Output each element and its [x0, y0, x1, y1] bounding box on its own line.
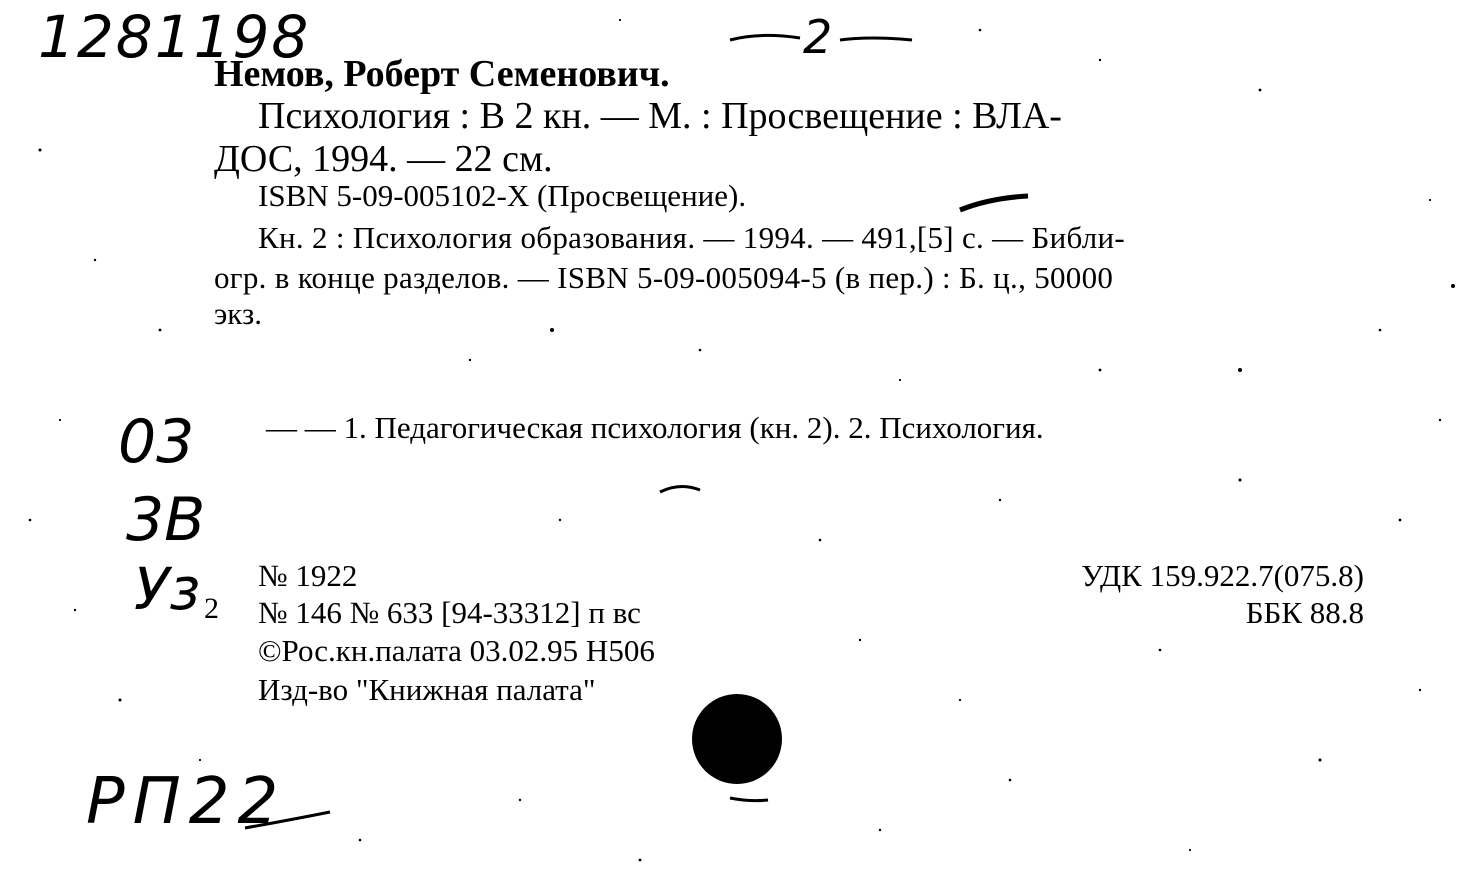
registration-line: № 146 № 633 [94-33312] п вс — [258, 595, 641, 630]
publisher-line: Изд-во "Книжная палата" — [258, 672, 596, 707]
card-number: № 1922 — [258, 558, 358, 593]
subject-headings: — — 1. Педагогическая психология (кн. 2). 2. Психология. — [266, 410, 1044, 445]
volume-line-3: экз. — [214, 296, 262, 331]
inventory-number: 1281198 — [38, 3, 311, 71]
shelf-mark-2: 3B — [126, 485, 206, 555]
title-line-1: Психология : В 2 кн. — М. : Просвещение : ВЛА- — [258, 95, 1062, 137]
volume-line-1: Кн. 2 : Психология образования. — 1994. — 491,[5] с. — Библи- — [258, 220, 1126, 255]
shelf-mark-3: Уз — [134, 555, 201, 623]
bbk-code: ББК 88.8 — [1245, 595, 1364, 630]
shelf-mark-subscript: 2 — [204, 592, 219, 625]
isbn-main: ISBN 5-09-005102-X (Просвещение). — [258, 178, 747, 213]
author-heading: Немов, Роберт Семенович. — [214, 53, 670, 95]
punch-hole — [692, 694, 782, 784]
copy-mark: 2 — [803, 10, 833, 64]
title-line-2: ДОС, 1994. — 22 см. — [214, 138, 553, 180]
shelf-mark-1: 03 — [118, 407, 195, 477]
location-code: РП22 — [86, 765, 287, 839]
volume-line-2: огр. в конце разделов. — ISBN 5-09-005094-5 (в пер.) : Б. ц., 50000 — [214, 260, 1114, 295]
copyright-line: ©Рос.кн.палата 03.02.95 Н506 — [258, 633, 655, 668]
udk-code: УДК 159.922.7(075.8) — [1081, 558, 1364, 593]
